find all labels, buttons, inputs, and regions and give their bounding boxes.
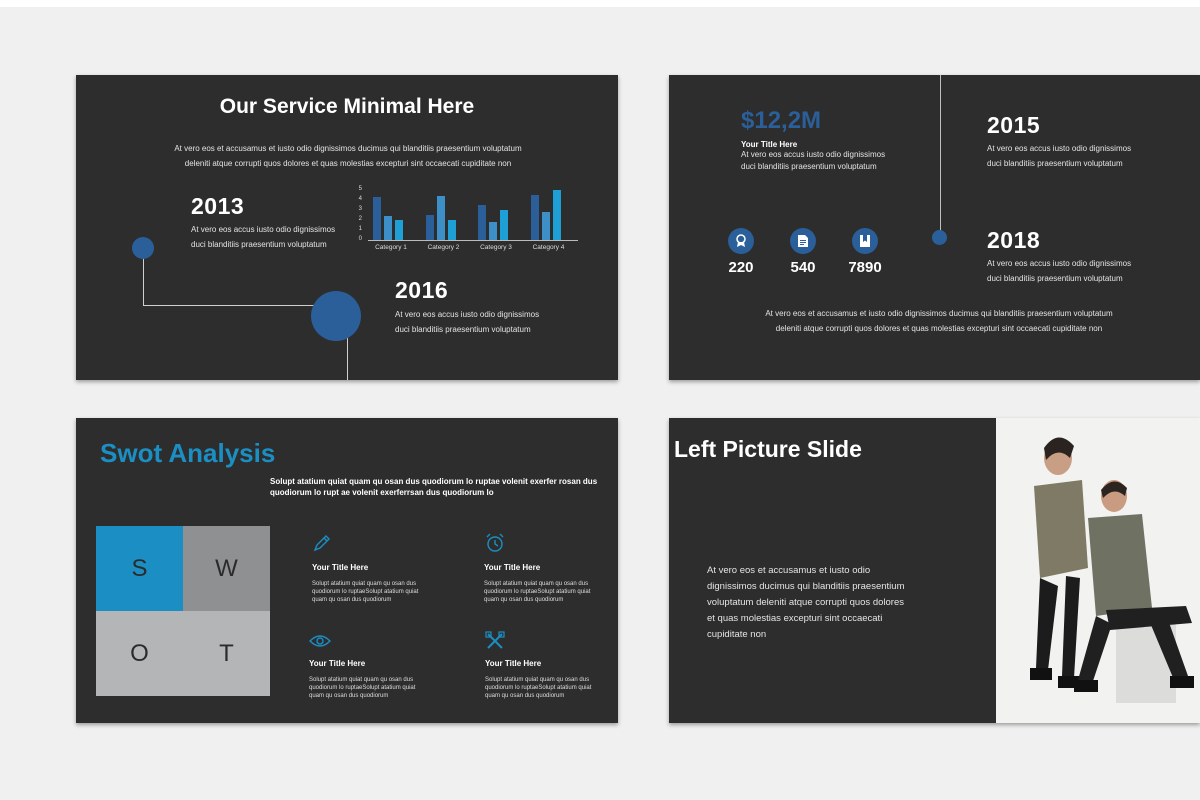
bar [553, 190, 561, 240]
timeline-line-horizontal [143, 305, 321, 306]
bar [395, 220, 403, 240]
feature-title-4: Your Title Here [485, 659, 542, 668]
bar [500, 210, 508, 240]
year-2016: 2016 [395, 277, 449, 303]
year-2016-text: At vero eos accus iusto odio dignissimos duci blanditiis praesentium voluptatum [395, 310, 540, 334]
slide-stats[interactable] [669, 75, 1200, 380]
bar [426, 215, 434, 240]
slide-title: Left Picture Slide [674, 436, 862, 462]
amount-title: Your Title Here [741, 140, 798, 149]
bar [531, 195, 539, 240]
slide-subtitle: Solupt atatium quiat quam qu osan dus quodiorum lo ruptae volenit exerfer rosan dus quodiorum lo rupt ae volenit exerferrsan dus quodiorum lo [270, 477, 598, 497]
slide-swot[interactable] [76, 418, 618, 723]
slide-left-picture[interactable] [669, 418, 1200, 723]
photo-couple [996, 418, 1200, 723]
body-text: At vero eos et accusamus et iusto odio dignissimos ducimus qui blanditiis praesentium voluptatum deleniti atque corrupti quos dolores et quas molestias excepturi sint occaecati cupiditate non [707, 565, 905, 640]
year-2015-text: At vero eos accus iusto odio dignissimos duci blanditiis praesentium voluptatum [987, 144, 1132, 168]
bar [373, 197, 381, 240]
bookmark-icon [852, 228, 878, 254]
y-tick-label: 1 [358, 226, 362, 232]
category-label: Category 1 [375, 244, 407, 251]
y-tick-label: 3 [358, 206, 362, 212]
year-2018: 2018 [987, 227, 1041, 253]
bar-chart [356, 186, 581, 256]
amount-value: $12,2M [741, 107, 822, 134]
pencil-icon [312, 533, 332, 558]
timeline-line-vertical-left [143, 255, 144, 305]
amount-text: At vero eos accus iusto odio dignissimos duci blanditiis praesentium voluptatum [741, 150, 886, 171]
timeline-line [940, 75, 941, 233]
y-tick-label: 0 [358, 236, 362, 242]
footer-text: At vero eos et accusamus et iusto odio dignissimos ducimus qui blanditiis praesentium voluptatum deleniti atque corrupti quos dolores et quas molestias excepturi sint occaecati cupiditate non [765, 309, 1113, 333]
award-icon [728, 228, 754, 254]
tools-icon [485, 631, 505, 656]
y-tick-label: 5 [358, 186, 362, 192]
feature-text-3: Solupt atatium quiat quam qu osan dus quodiorum lo ruptaeSolupt atatium quiat quam qu osan dus quodiorum [309, 677, 416, 699]
swot-weaknesses[interactable]: W [183, 526, 270, 611]
category-label: Category 3 [480, 244, 512, 251]
category-label: Category 2 [427, 244, 460, 251]
swot-opportunities[interactable]: O [96, 611, 183, 696]
bar [489, 222, 497, 240]
feature-text-1: Solupt atatium quiat quam qu osan dus quodiorum lo ruptaeSolupt atatium quiat quam qu osan dus quodiorum [312, 581, 419, 603]
bar [542, 212, 550, 240]
timeline-dot [932, 230, 947, 245]
chart-plot-area [368, 190, 578, 241]
feature-text-4: Solupt atatium quiat quam qu osan dus quodiorum lo ruptaeSolupt atatium quiat quam qu osan dus quodiorum [485, 677, 592, 699]
category-label: Category 4 [532, 244, 565, 251]
feature-title-1: Your Title Here [312, 563, 369, 572]
stat-value-1: 220 [728, 259, 754, 276]
slide-title: Our Service Minimal Here [219, 95, 475, 118]
swot-threats[interactable]: T [183, 611, 270, 696]
document-icon [790, 228, 816, 254]
timeline-dot-large [311, 291, 361, 341]
year-2013: 2013 [191, 193, 245, 219]
y-tick-label: 4 [358, 196, 362, 202]
y-tick-label: 2 [358, 216, 362, 222]
bar [384, 216, 392, 240]
timeline-line-vertical-right [347, 337, 348, 380]
stat-value-3: 7890 [848, 259, 882, 276]
swot-strengths[interactable]: S [96, 526, 183, 611]
feature-text-2: Solupt atatium quiat quam qu osan dus quodiorum lo ruptaeSolupt atatium quiat quam qu osan dus quodiorum [484, 581, 591, 603]
bar [448, 220, 456, 240]
feature-title-2: Your Title Here [484, 563, 541, 572]
slide-our-service[interactable] [76, 75, 618, 380]
year-2018-text: At vero eos accus iusto odio dignissimos duci blanditiis praesentium voluptatum [987, 259, 1132, 283]
stat-value-2: 540 [790, 259, 816, 276]
slide-title: Swot Analysis [100, 438, 276, 468]
alarm-clock-icon [484, 532, 506, 559]
eye-icon [309, 633, 331, 654]
timeline-dot-small [132, 237, 154, 259]
year-2013-text: At vero eos accus iusto odio dignissimos duci blanditiis praesentium voluptatum [191, 225, 336, 249]
year-2015: 2015 [987, 112, 1041, 138]
feature-title-3: Your Title Here [309, 659, 366, 668]
intro-text: At vero eos et accusamus et iusto odio dignissimos ducimus qui blanditiis praesentium voluptatum deleniti atque corrupti quos dolores et quas molestias excepturi sint occaecati cupiditate non [174, 144, 522, 168]
bar [478, 205, 486, 240]
bar [437, 196, 445, 240]
